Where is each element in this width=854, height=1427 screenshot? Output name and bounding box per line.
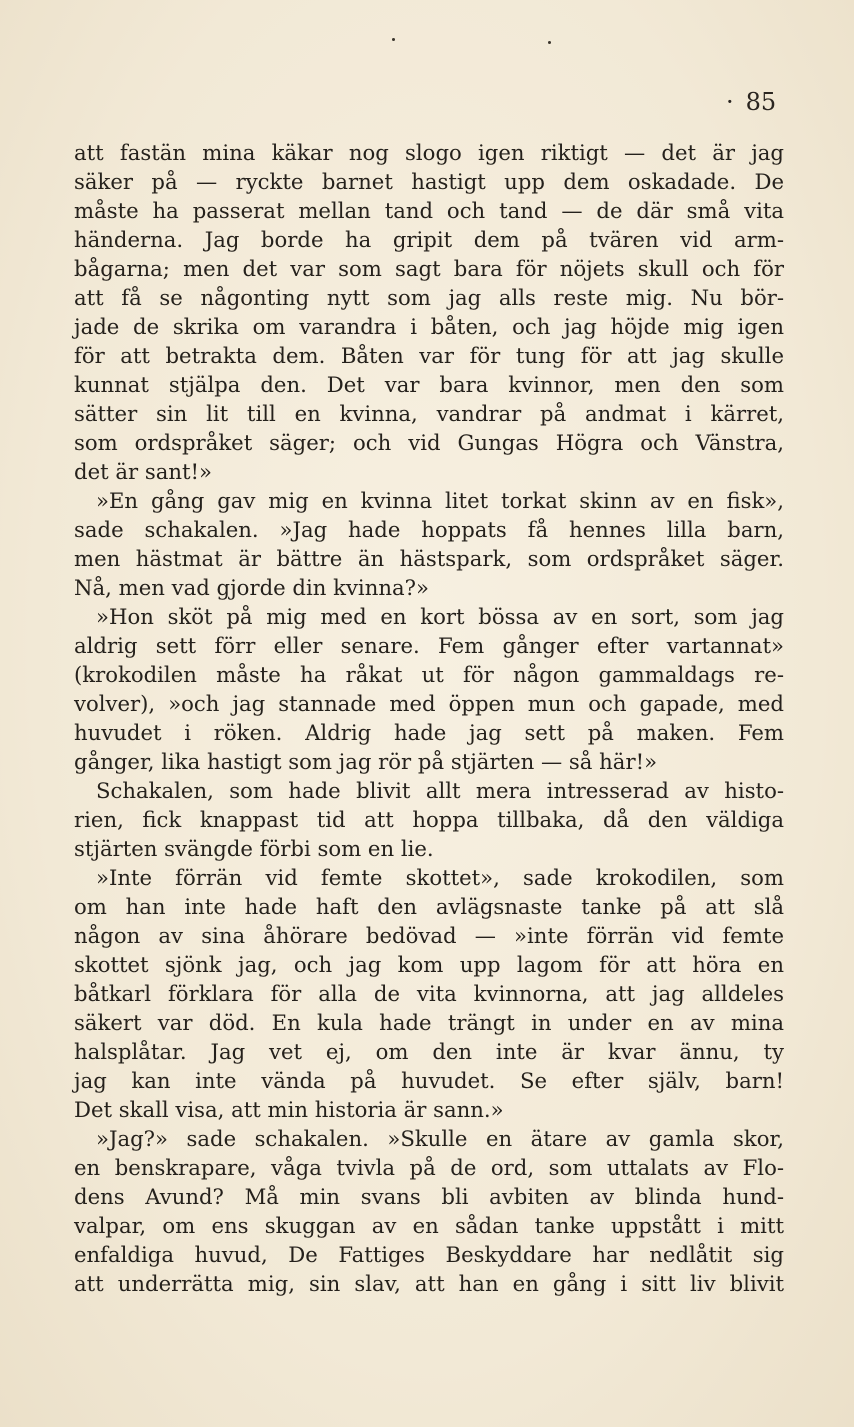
text-line: enfaldiga huvud, De Fattiges Beskyddare har nedlåtit sig xyxy=(74,1242,784,1267)
text-line: dens Avund? Må min svans bli avbiten av blinda hund- xyxy=(74,1184,784,1209)
text-line: stjärten svängde förbi som en lie. xyxy=(74,836,434,861)
text-line: gånger, lika hastigt som jag rör på stjärten — så här!» xyxy=(74,749,658,774)
text-line: Nå, men vad gjorde din kvinna?» xyxy=(74,575,429,600)
text-line: om han inte hade haft den avlägsnaste tanke på att slå xyxy=(74,894,784,919)
text-line: »En gång gav mig en kvinna litet torkat skinn av en fisk», xyxy=(96,488,784,513)
body-text xyxy=(74,138,784,1298)
paper-speck xyxy=(548,41,551,44)
text-line: någon av sina åhörare bedövad — »inte förrän vid femte xyxy=(74,923,784,948)
text-line: sätter sin lit till en kvinna, vandrar på andmat i kärret, xyxy=(74,401,784,426)
text-line: rien, fick knappast tid att hoppa tillbaka, då den väldiga xyxy=(74,807,784,832)
text-line: som ordspråket säger; och vid Gungas Högra och Vänstra, xyxy=(74,430,784,455)
text-line: säkert var död. En kula hade trängt in under en av mina xyxy=(74,1010,784,1035)
text-line: »Hon sköt på mig med en kort bössa av en sort, som jag xyxy=(96,604,784,629)
text-line: kunnat stjälpa den. Det var bara kvinnor, men den som xyxy=(74,372,784,397)
text-line: händerna. Jag borde ha gripit dem på tvären vid arm- xyxy=(74,227,784,252)
text-line: en benskrapare, våga tvivla på de ord, som uttalats av Flo- xyxy=(74,1155,784,1180)
text-line: för att betrakta dem. Båten var för tung för att jag skulle xyxy=(74,343,784,368)
text-line: att få se någonting nytt som jag alls reste mig. Nu bör- xyxy=(74,285,784,310)
text-line: bågarna; men det var som sagt bara för nöjets skull och för xyxy=(74,256,784,281)
text-line: volver), »och jag stannade med öppen mun och gapade, med xyxy=(74,691,784,716)
text-line: halsplåtar. Jag vet ej, om den inte är kvar ännu, ty xyxy=(74,1039,784,1064)
page-number-text: 85 xyxy=(745,88,777,116)
text-line: skottet sjönk jag, och jag kom upp lagom för att höra en xyxy=(74,952,784,977)
text-line: huvudet i röken. Aldrig hade jag sett på maken. Fem xyxy=(74,720,784,745)
text-line: jag kan inte vända på huvudet. Se efter själv, barn! xyxy=(74,1068,784,1093)
page-number xyxy=(726,88,776,116)
text-line: att underrätta mig, sin slav, att han en gång i sitt liv blivit xyxy=(74,1271,784,1296)
text-line: (krokodilen måste ha råkat ut för någon gammaldags re- xyxy=(74,662,784,687)
text-line: »Jag?» sade schakalen. »Skulle en ätare av gamla skor, xyxy=(96,1126,784,1151)
text-line: det är sant!» xyxy=(74,459,212,484)
text-line: men hästmat är bättre än hästspark, som ordspråket säger. xyxy=(74,546,784,571)
page-number-dot: · xyxy=(726,88,734,116)
text-line: Det skall visa, att min historia är sann.» xyxy=(74,1097,504,1122)
text-line: att fastän mina käkar nog slogo igen riktigt — det är jag xyxy=(74,140,784,165)
text-line: jade de skrika om varandra i båten, och jag höjde mig igen xyxy=(74,314,784,339)
paper-speck xyxy=(392,38,395,41)
text-line: aldrig sett förr eller senare. Fem gånger efter vartannat» xyxy=(74,633,784,658)
text-line: valpar, om ens skuggan av en sådan tanke uppstått i mitt xyxy=(74,1213,784,1238)
text-line: båtkarl förklara för alla de vita kvinnorna, att jag alldeles xyxy=(74,981,784,1006)
text-line: Schakalen, som hade blivit allt mera intresserad av histo- xyxy=(96,778,784,803)
text-line: »Inte förrän vid femte skottet», sade krokodilen, som xyxy=(96,865,784,890)
text-line: måste ha passerat mellan tand och tand — de där små vita xyxy=(74,198,784,223)
text-line: säker på — ryckte barnet hastigt upp dem oskadade. De xyxy=(74,169,784,194)
text-line: sade schakalen. »Jag hade hoppats få hennes lilla barn, xyxy=(74,517,784,542)
